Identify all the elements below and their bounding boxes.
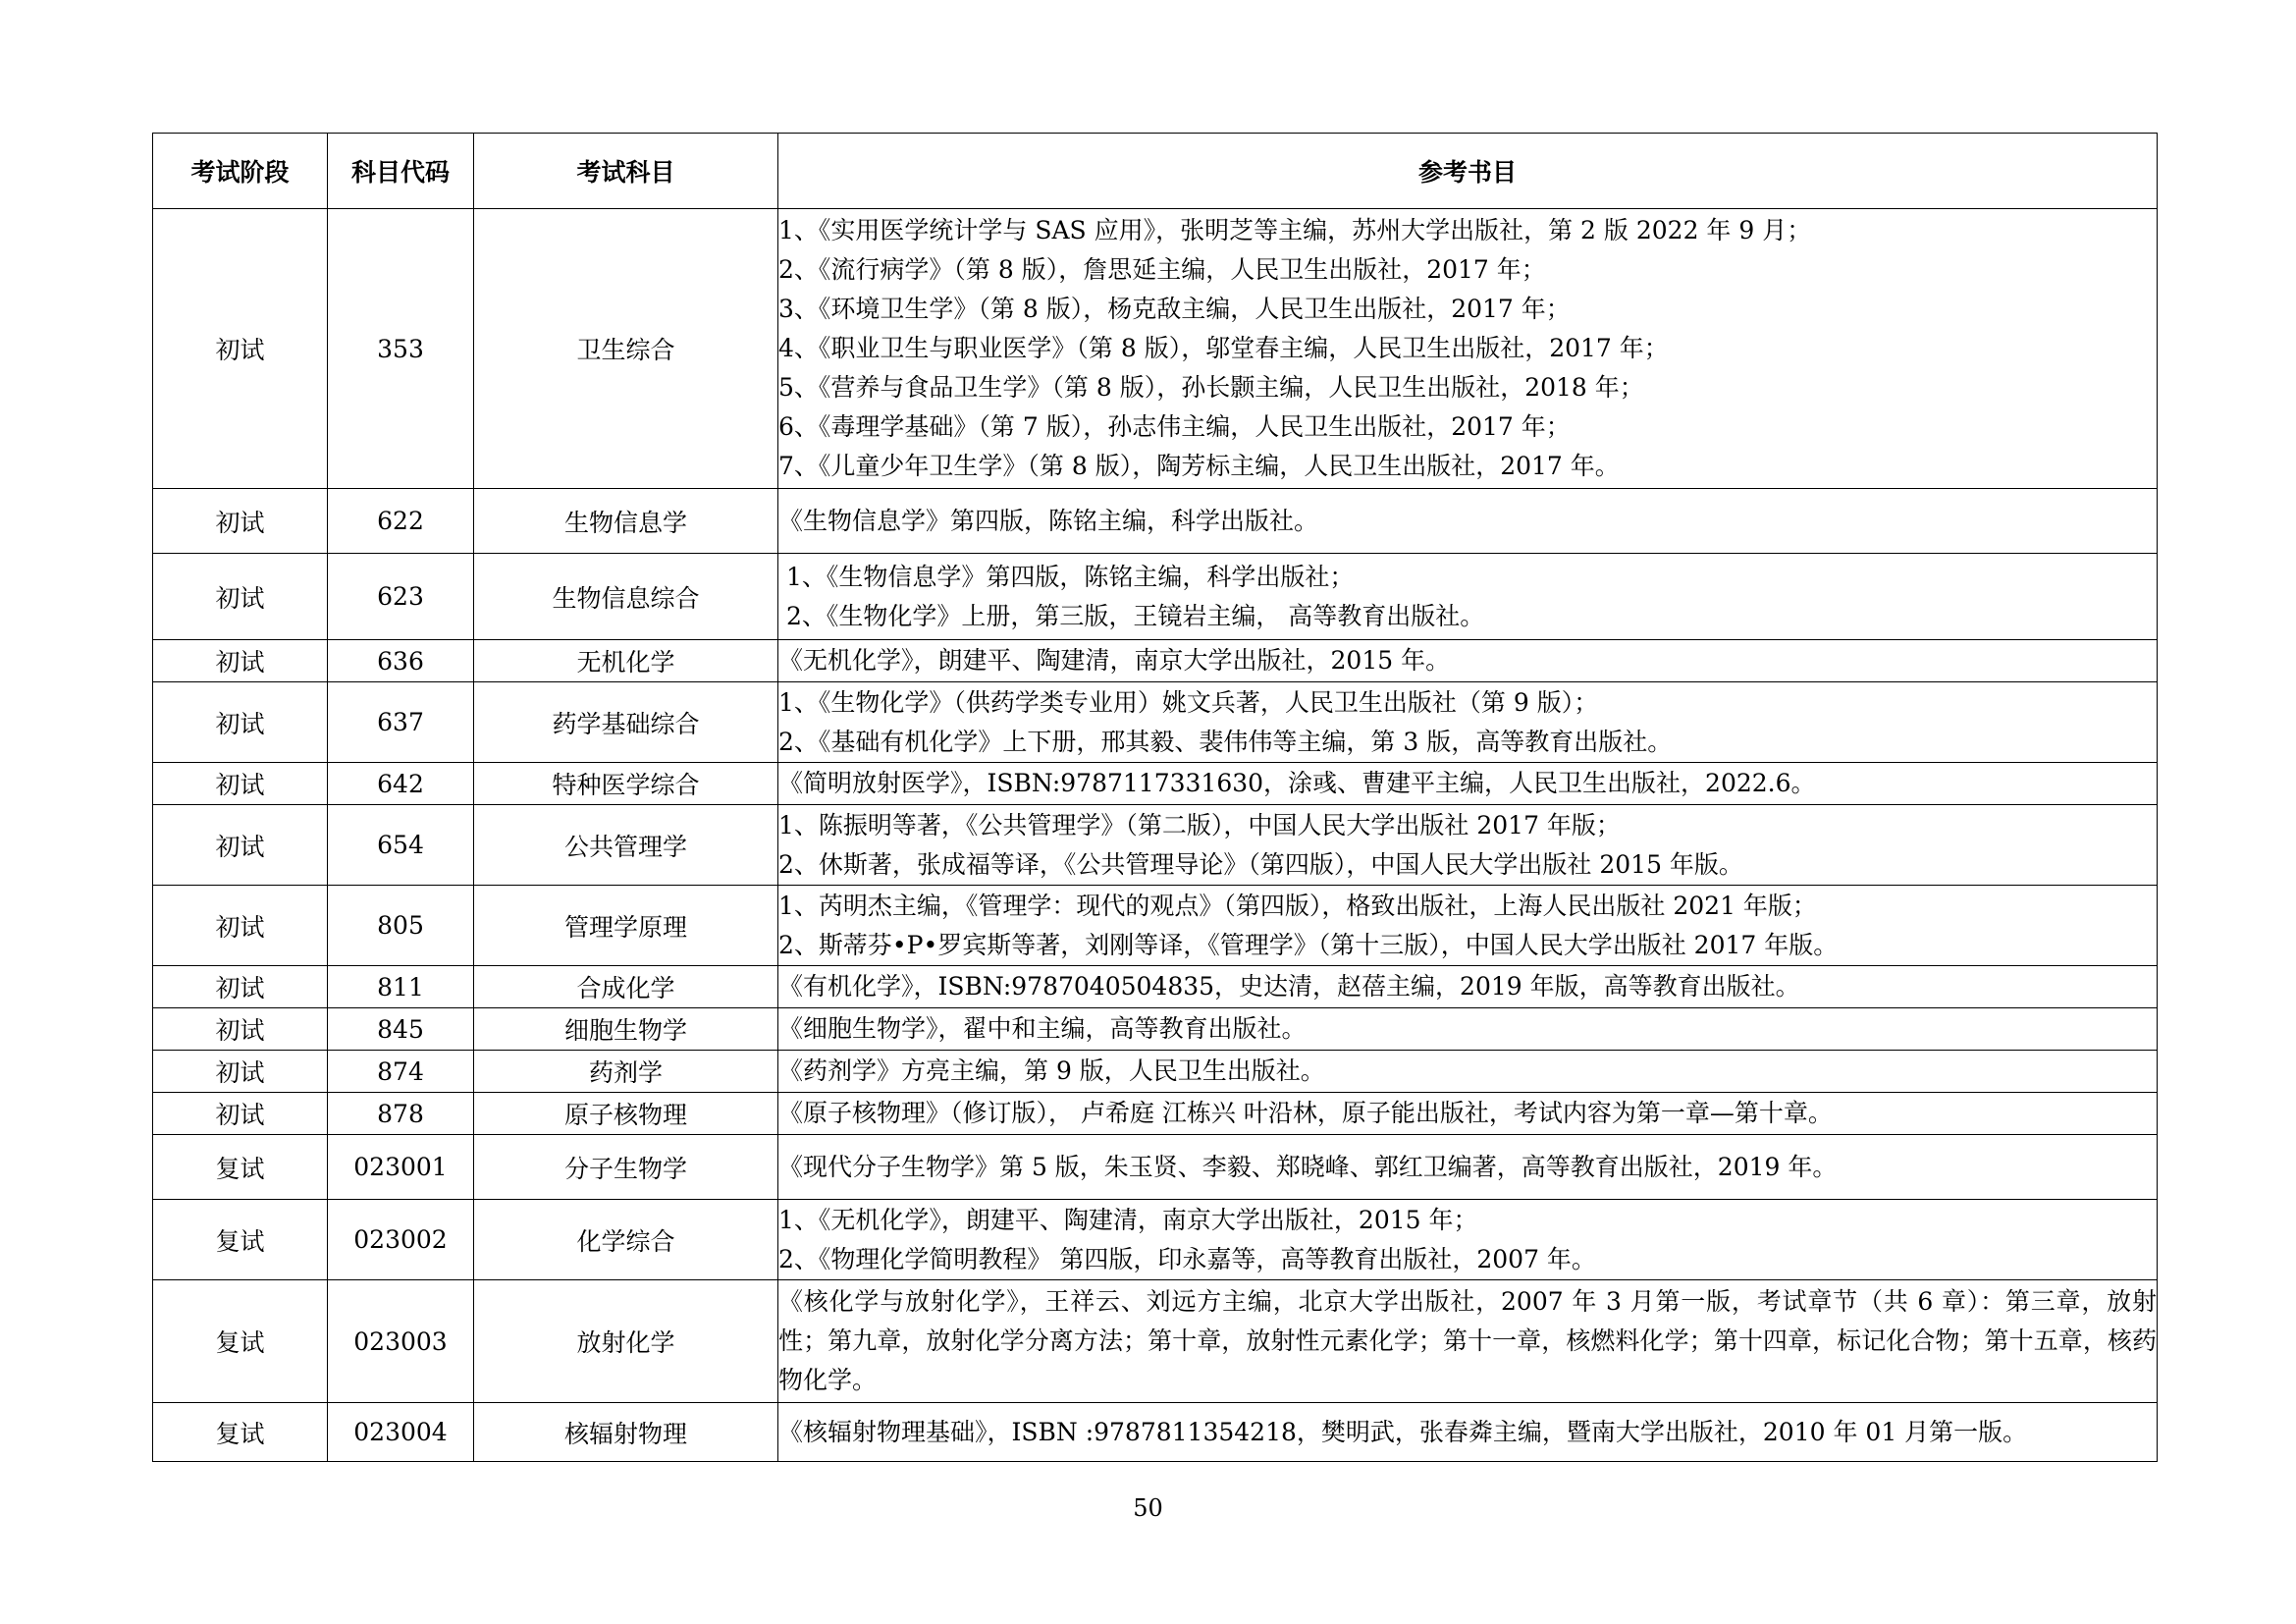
reference-books-cell: [778, 1200, 2158, 1280]
reference-books-cell: [778, 966, 2158, 1008]
reference-books-cell: [778, 682, 2158, 763]
reference-books-table: [152, 133, 2158, 1462]
subject-code-cell: 353: [328, 209, 474, 489]
exam-stage-cell: 初试: [153, 1093, 328, 1135]
subject-code-cell: 623: [328, 554, 474, 640]
header-exam-stage: 考试阶段: [153, 134, 328, 209]
exam-subject-cell: 公共管理学: [474, 805, 778, 886]
subject-code-cell: 642: [328, 763, 474, 805]
exam-subject-cell: 放射化学: [474, 1280, 778, 1403]
table-row: [153, 640, 2158, 682]
reference-books-cell: [778, 886, 2158, 966]
exam-stage-cell: 初试: [153, 1008, 328, 1051]
reference-book-line: 2、斯蒂芬•P•罗宾斯等著，刘刚等译，《管理学》（第十三版），中国人民大学出版社 2017 年版。: [778, 930, 1839, 959]
exam-stage-cell: 初试: [153, 640, 328, 682]
reference-book-line: 《核辐射物理基础》，ISBN :9787811354218，樊明武，张春粦主编，暨南大学出版社，2010 年 01 月第一版。: [778, 1417, 2028, 1446]
reference-book-line: 2、《流行病学》（第 8 版），詹思延主编，人民卫生出版社，2017 年；: [778, 255, 1546, 284]
exam-stage-cell: 初试: [153, 966, 328, 1008]
reference-books-cell: [778, 1135, 2158, 1200]
exam-stage-cell: 复试: [153, 1280, 328, 1403]
exam-subject-cell: 生物信息综合: [474, 554, 778, 640]
exam-subject-cell: 无机化学: [474, 640, 778, 682]
subject-code-cell: 654: [328, 805, 474, 886]
reference-book-line: 《现代分子生物学》第 5 版，朱玉贤、李毅、郑晓峰、郭红卫编著，高等教育出版社，2019 年。: [778, 1152, 1838, 1181]
table-row: [153, 1403, 2158, 1462]
subject-code-cell: 023001: [328, 1135, 474, 1200]
reference-book-line: 《生物信息学》第四版，陈铭主编，科学出版社。: [778, 506, 1319, 535]
reference-book-line: 1、芮明杰主编，《管理学：现代的观点》（第四版），格致出版社，上海人民出版社 2021 年版；: [778, 891, 1817, 920]
table-row: [153, 209, 2158, 489]
exam-stage-cell: 复试: [153, 1403, 328, 1462]
exam-subject-cell: 原子核物理: [474, 1093, 778, 1135]
reference-book-line: 6、《毒理学基础》（第 7 版），孙志伟主编，人民卫生出版社，2017 年；: [778, 412, 1571, 441]
reference-books-cell: [778, 640, 2158, 682]
exam-subject-cell: 特种医学综合: [474, 763, 778, 805]
subject-code-cell: 023003: [328, 1280, 474, 1403]
table-row: [153, 1135, 2158, 1200]
exam-subject-cell: 管理学原理: [474, 886, 778, 966]
exam-stage-cell: 初试: [153, 489, 328, 554]
table-row: [153, 682, 2158, 763]
reference-book-line: 《核化学与放射化学》，王祥云、刘远方主编，北京大学出版社，2007 年 3 月第一版，考试章节（共 6 章）：第三章，放射性；第九章，放射化学分离方法；第十章，放射性元素化学；第十一章，核燃料化学；第十四章，标记化合物；第十五章，核药物化学。: [778, 1287, 2157, 1394]
exam-subject-cell: 分子生物学: [474, 1135, 778, 1200]
subject-code-cell: 023004: [328, 1403, 474, 1462]
reference-book-line: 2、《生物化学》上册，第三版，王镜岩主编， 高等教育出版社。: [778, 601, 1485, 630]
exam-subject-cell: 生物信息学: [474, 489, 778, 554]
reference-book-line: 2、《基础有机化学》上下册，邢其毅、裴伟伟等主编，第 3 版，高等教育出版社。: [778, 727, 1673, 756]
reference-books-cell: [778, 554, 2158, 640]
table-header-row: [153, 134, 2158, 209]
reference-book-line: 1、《生物信息学》第四版，陈铭主编，科学出版社；: [778, 562, 1355, 591]
table-row: [153, 1051, 2158, 1093]
table-row: [153, 1008, 2158, 1051]
table-row: [153, 1200, 2158, 1280]
exam-subject-cell: 化学综合: [474, 1200, 778, 1280]
table-row: [153, 763, 2158, 805]
reference-books-cell: [778, 1093, 2158, 1135]
table-row: [153, 489, 2158, 554]
reference-book-line: 3、《环境卫生学》（第 8 版），杨克敌主编，人民卫生出版社，2017 年；: [778, 295, 1571, 323]
reference-books-cell: [778, 1403, 2158, 1462]
reference-book-line: 《有机化学》，ISBN:9787040504835，史达清，赵蓓主编，2019 年版，高等教育出版社。: [778, 972, 1800, 1001]
reference-book-line: 《细胞生物学》，翟中和主编，高等教育出版社。: [778, 1014, 1307, 1043]
exam-stage-cell: 初试: [153, 554, 328, 640]
reference-books-cell: [778, 209, 2158, 489]
exam-stage-cell: 初试: [153, 209, 328, 489]
reference-book-line: 4、《职业卫生与职业医学》（第 8 版），邬堂春主编，人民卫生出版社，2017 年；: [778, 334, 1669, 362]
table-row: [153, 1280, 2158, 1403]
subject-code-cell: 637: [328, 682, 474, 763]
reference-book-line: 1、《无机化学》，朗建平、陶建清，南京大学出版社，2015 年；: [778, 1205, 1478, 1234]
subject-code-cell: 845: [328, 1008, 474, 1051]
reference-books-cell: [778, 763, 2158, 805]
header-reference-books: 参考书目: [778, 134, 2158, 209]
table-row: [153, 554, 2158, 640]
subject-code-cell: 636: [328, 640, 474, 682]
reference-books-cell: [778, 1051, 2158, 1093]
subject-code-cell: 878: [328, 1093, 474, 1135]
reference-book-line: 《药剂学》方亮主编，第 9 版，人民卫生出版社。: [778, 1056, 1325, 1085]
exam-subject-cell: 合成化学: [474, 966, 778, 1008]
exam-stage-cell: 初试: [153, 805, 328, 886]
subject-code-cell: 023002: [328, 1200, 474, 1280]
header-exam-subject: 考试科目: [474, 134, 778, 209]
reference-book-line: 2、休斯著，张成福等译，《公共管理导论》（第四版），中国人民大学出版社 2015 年版。: [778, 849, 1743, 879]
reference-book-line: 5、《营养与食品卫生学》（第 8 版），孙长颢主编，人民卫生出版社，2018 年；: [778, 373, 1644, 402]
reference-book-line: 1、《实用医学统计学与 SAS 应用》，张明芝等主编，苏州大学出版社，第 2 版 2022 年 9 月；: [778, 216, 1812, 244]
exam-subject-cell: 细胞生物学: [474, 1008, 778, 1051]
exam-subject-cell: 药剂学: [474, 1051, 778, 1093]
exam-stage-cell: 复试: [153, 1200, 328, 1280]
page-number: 50: [1133, 1494, 1163, 1522]
reference-books-cell: [778, 489, 2158, 554]
table-row: [153, 1093, 2158, 1135]
reference-book-line: 2、《物理化学简明教程》 第四版，印永嘉等，高等教育出版社，2007 年。: [778, 1244, 1596, 1273]
reference-book-line: 《简明放射医学》，ISBN:9787117331630，涂彧、曹建平主编，人民卫生出版社，2022.6。: [778, 769, 1816, 797]
exam-stage-cell: 初试: [153, 763, 328, 805]
exam-subject-cell: 核辐射物理: [474, 1403, 778, 1462]
exam-subject-cell: 药学基础综合: [474, 682, 778, 763]
exam-stage-cell: 初试: [153, 886, 328, 966]
exam-stage-cell: 初试: [153, 1051, 328, 1093]
reference-book-line: 1、《生物化学》（供药学类专业用）姚文兵著，人民卫生出版社（第 9 版）；: [778, 687, 1599, 717]
table-row: [153, 966, 2158, 1008]
exam-subject-cell: 卫生综合: [474, 209, 778, 489]
reference-books-cell: [778, 805, 2158, 886]
subject-code-cell: 811: [328, 966, 474, 1008]
reference-book-line: 《原子核物理》（修订版）， 卢希庭 江栋兴 叶沿林，原子能出版社，考试内容为第一章—第十章。: [778, 1099, 1833, 1127]
subject-code-cell: 622: [328, 489, 474, 554]
exam-stage-cell: 初试: [153, 682, 328, 763]
header-subject-code: 科目代码: [328, 134, 474, 209]
reference-books-cell: [778, 1008, 2158, 1051]
reference-book-line: 1、陈振明等著，《公共管理学》（第二版），中国人民大学出版社 2017 年版；: [778, 810, 1621, 839]
table-row: [153, 805, 2158, 886]
reference-book-line: 7、《儿童少年卫生学》（第 8 版），陶芳标主编，人民卫生出版社，2017 年。: [778, 452, 1620, 480]
reference-books-cell: [778, 1280, 2158, 1403]
exam-stage-cell: 复试: [153, 1135, 328, 1200]
reference-book-line: 《无机化学》，朗建平、陶建清，南京大学出版社，2015 年。: [778, 646, 1451, 675]
subject-code-cell: 805: [328, 886, 474, 966]
table-row: [153, 886, 2158, 966]
subject-code-cell: 874: [328, 1051, 474, 1093]
